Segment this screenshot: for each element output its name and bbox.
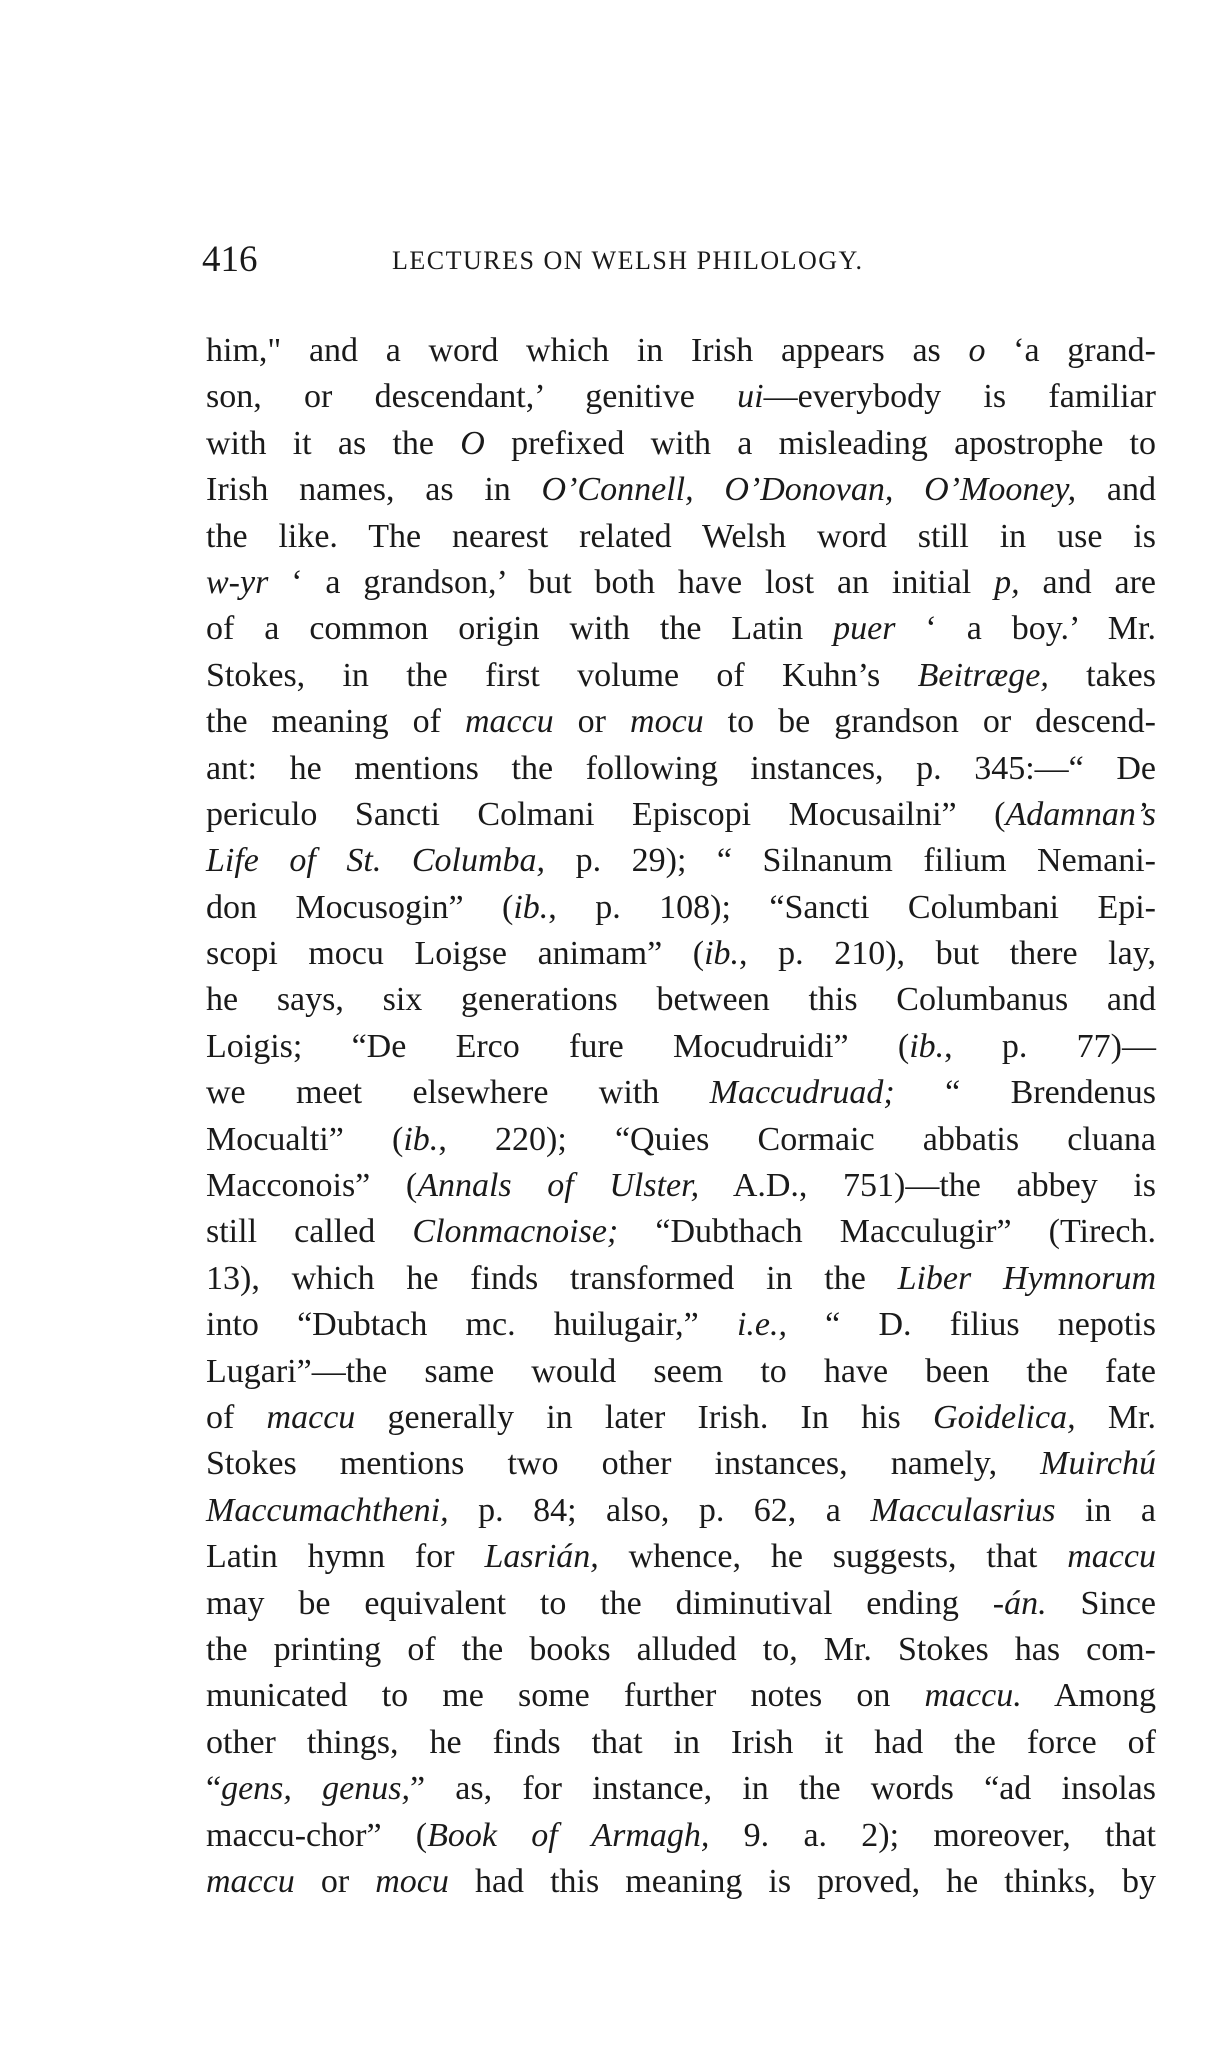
text-run: with it as the xyxy=(206,424,461,462)
text-line xyxy=(206,792,1156,838)
text-run: of xyxy=(206,1398,267,1436)
italic-text: O’Connell, O’Donovan, O’Mooney, xyxy=(541,471,1077,509)
text-run: ‘ a grandson,’ but both have lost an initial xyxy=(268,563,995,601)
text-run: whence, he suggests, that xyxy=(598,1538,1068,1576)
text-run: “ xyxy=(206,1770,222,1808)
text-line xyxy=(206,885,1156,931)
italic-text: O xyxy=(460,424,485,462)
text-run: and xyxy=(1076,471,1157,509)
italic-text: w-yr xyxy=(206,563,269,601)
text-line xyxy=(206,1441,1156,1487)
text-line xyxy=(206,1163,1156,1209)
page-number: 416 xyxy=(202,239,258,280)
text-line xyxy=(206,1256,1156,1302)
italic-text: ui xyxy=(737,378,764,416)
text-run: other things, he finds that in Irish it had the force of xyxy=(206,1723,1156,1761)
text-run: the meaning of xyxy=(206,703,465,741)
text-run: 13), which he finds transformed in the xyxy=(206,1259,898,1297)
italic-text: i.e., xyxy=(736,1306,787,1344)
italic-text: maccu xyxy=(1067,1538,1156,1576)
text-run: or xyxy=(553,703,631,741)
italic-text: maccu. xyxy=(924,1677,1022,1715)
text-run: he says, six generations between this Columbanus and xyxy=(206,981,1156,1019)
text-line xyxy=(206,1024,1156,1070)
text-run: Mocualti” ( xyxy=(206,1120,404,1158)
text-line xyxy=(206,1488,1156,1534)
text-run: to be grandson or descend- xyxy=(703,703,1156,741)
italic-text: Maccumachtheni, xyxy=(206,1491,449,1529)
text-run: Stokes mentions two other instances, namely, xyxy=(206,1445,1041,1483)
text-line xyxy=(206,1349,1156,1395)
body-text xyxy=(206,328,1156,1905)
italic-text: Clonmacnoise; xyxy=(412,1213,619,1251)
text-run: may be equivalent to the diminutival ending xyxy=(206,1584,993,1622)
italic-text: ib. xyxy=(704,935,740,973)
text-run: Among xyxy=(1021,1677,1156,1715)
text-run: takes xyxy=(1048,656,1157,694)
text-line xyxy=(206,560,1156,606)
text-line xyxy=(206,1581,1156,1627)
text-line xyxy=(206,977,1156,1023)
text-run: and are xyxy=(1019,563,1156,601)
text-line xyxy=(206,931,1156,977)
text-run: scopi mocu Loigse animam” ( xyxy=(206,935,705,973)
text-line xyxy=(206,328,1156,374)
text-run: Mr. xyxy=(1075,1398,1156,1436)
text-run: p. 84; also, p. 62, a xyxy=(448,1491,871,1529)
text-run: A.D., 751)—the abbey is xyxy=(699,1167,1156,1205)
text-run: periculo Sancti Colmani Episcopi Mocusailni” ( xyxy=(206,795,1006,833)
italic-text: Goidelica, xyxy=(933,1398,1076,1436)
italic-text: ib. xyxy=(513,888,549,926)
text-run: son, or descendant,’ genitive xyxy=(206,378,738,416)
text-run: we meet elsewhere with xyxy=(206,1074,710,1112)
text-line xyxy=(206,374,1156,420)
text-line xyxy=(206,699,1156,745)
text-line xyxy=(206,514,1156,560)
text-run: in a xyxy=(1055,1491,1156,1529)
text-line xyxy=(206,1395,1156,1441)
text-run: —everybody is familiar xyxy=(763,378,1156,416)
text-run: generally in later Irish. In his xyxy=(355,1398,934,1436)
italic-text: Muirchú xyxy=(1040,1445,1156,1483)
text-run: into “Dubtach mc. huilugair,” xyxy=(206,1306,737,1344)
text-run: or xyxy=(294,1862,376,1900)
text-run: , p. 77)— xyxy=(944,1027,1156,1065)
text-line xyxy=(206,838,1156,884)
italic-text: -án. xyxy=(992,1584,1047,1622)
text-line xyxy=(206,467,1156,513)
italic-text: Life of St. Columba, xyxy=(206,842,546,880)
text-line xyxy=(206,1673,1156,1719)
italic-text: Adamnan’s xyxy=(1005,795,1156,833)
italic-text: ib. xyxy=(909,1027,945,1065)
text-run: Latin hymn for xyxy=(206,1538,485,1576)
text-line xyxy=(206,1627,1156,1673)
italic-text: Liber Hymnorum xyxy=(897,1259,1156,1297)
italic-text: p, xyxy=(994,563,1020,601)
italic-text: Beitræge, xyxy=(917,656,1049,694)
text-run: ‘a grand- xyxy=(985,332,1156,369)
text-run: Lugari”—the same would seem to have been the fate xyxy=(206,1352,1156,1390)
text-run: don Mocusogin” ( xyxy=(206,888,514,926)
text-run: Irish names, as in xyxy=(206,471,542,509)
text-run: Macconois” ( xyxy=(206,1167,418,1205)
text-line xyxy=(206,1070,1156,1116)
text-run: “ D. filius nepotis xyxy=(786,1306,1156,1344)
text-run: “ Brendenus xyxy=(894,1074,1156,1112)
text-run: Loigis; “De Erco fure Mocudruidi” ( xyxy=(206,1027,910,1065)
text-run: 9. a. 2); moreover, that xyxy=(709,1816,1156,1854)
italic-text: Maccudruad; xyxy=(709,1074,895,1112)
italic-text: mocu xyxy=(630,703,704,741)
text-line xyxy=(206,1302,1156,1348)
text-run: “Dubthach Macculugir” (Tirech. xyxy=(618,1213,1156,1251)
text-line xyxy=(206,1720,1156,1766)
text-run: still called xyxy=(206,1213,413,1251)
italic-text: o xyxy=(968,332,986,369)
text-run: , 220); “Quies Cormaic abbatis cluana xyxy=(438,1120,1157,1158)
italic-text: ib. xyxy=(403,1120,439,1158)
text-run: the like. The nearest related Welsh word still in use is xyxy=(206,517,1156,555)
text-run: ” as, for instance, in the words “ad insolas xyxy=(409,1770,1156,1808)
text-run: , p. 108); “Sancti Columbani Epi- xyxy=(548,888,1156,926)
text-run: prefixed with a misleading apostrophe to xyxy=(484,424,1157,462)
text-line xyxy=(206,1534,1156,1580)
italic-text: Book of Armagh, xyxy=(427,1816,710,1854)
text-run: , p. 210), but there lay, xyxy=(739,935,1156,973)
italic-text: Macculasrius xyxy=(870,1491,1056,1529)
text-run: of a common origin with the Latin xyxy=(206,610,834,648)
text-line xyxy=(206,1209,1156,1255)
text-line xyxy=(206,606,1156,652)
text-line xyxy=(206,1117,1156,1163)
text-run: had this meaning is proved, he thinks, by xyxy=(448,1862,1156,1900)
text-run: the printing of the books alluded to, Mr. Stokes has com- xyxy=(206,1630,1156,1668)
text-line xyxy=(206,1813,1156,1859)
text-line xyxy=(206,746,1156,792)
italic-text: maccu xyxy=(464,703,554,741)
text-line xyxy=(206,653,1156,699)
italic-text: gens, genus, xyxy=(221,1770,410,1808)
italic-text: Lasrián, xyxy=(484,1538,599,1576)
italic-text: Annals of Ulster, xyxy=(417,1167,700,1205)
italic-text: maccu xyxy=(206,1862,295,1900)
text-line xyxy=(206,1766,1156,1812)
text-run: maccu-chor” ( xyxy=(206,1816,428,1854)
running-title: LECTURES ON WELSH PHILOLOGY. xyxy=(392,246,864,275)
text-run: Stokes, in the first volume of Kuhn’s xyxy=(206,656,918,694)
text-run: ‘ a boy.’ Mr. xyxy=(895,610,1156,648)
text-run: Since xyxy=(1046,1584,1157,1622)
italic-text: puer xyxy=(833,610,896,648)
italic-text: maccu xyxy=(266,1398,356,1436)
text-run: him," and a word which in Irish appears as xyxy=(206,332,969,369)
text-run: ant: he mentions the following instances, p. 345:—“ De xyxy=(206,749,1156,787)
text-line xyxy=(206,1859,1156,1905)
text-run: municated to me some further notes on xyxy=(206,1677,925,1715)
text-line xyxy=(206,421,1156,467)
text-run: p. 29); “ Silnanum filium Nemani- xyxy=(545,842,1156,880)
italic-text: mocu xyxy=(375,1862,449,1900)
